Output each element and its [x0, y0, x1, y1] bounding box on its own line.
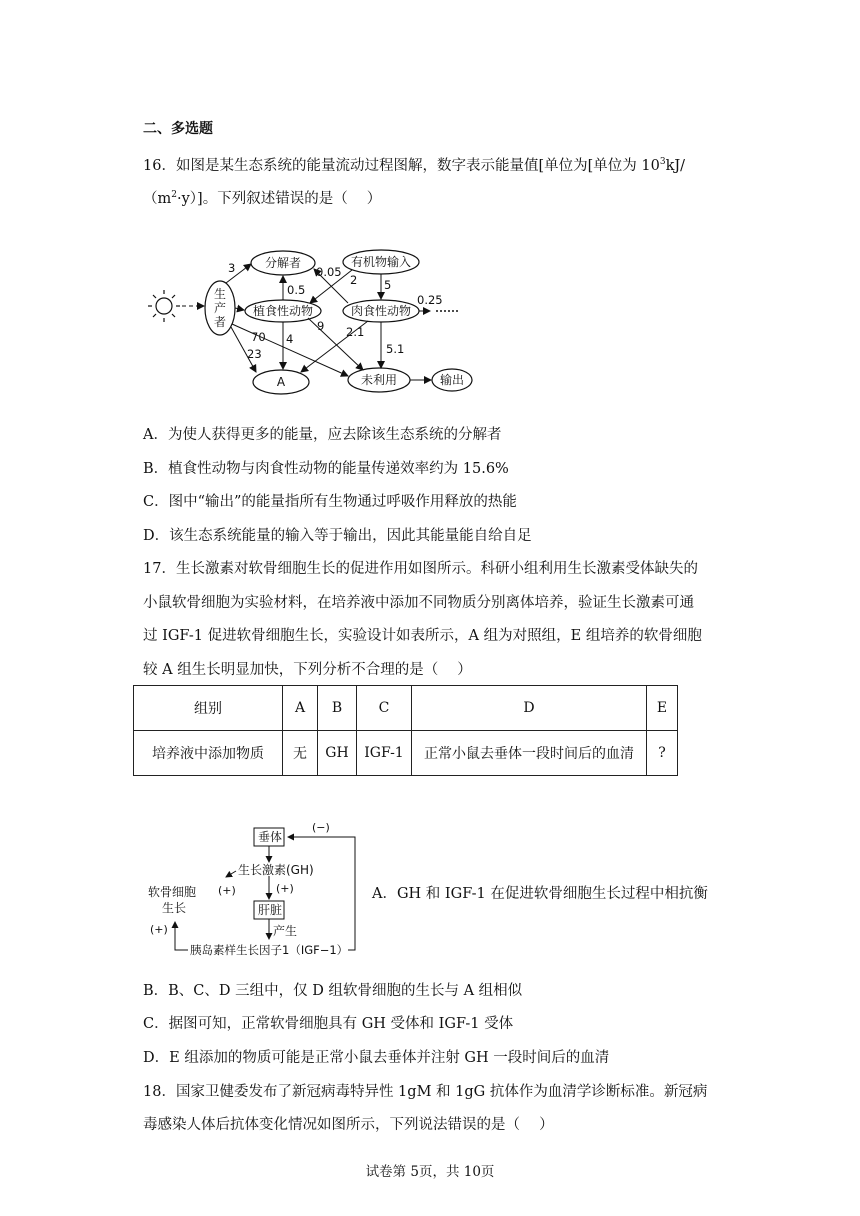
producer-label-char: 生	[213, 287, 227, 301]
value-label: 9	[317, 319, 325, 333]
producer-label-char: 产	[213, 301, 227, 315]
node-label-organic-input: 有机物输入	[350, 255, 412, 269]
minus-label: (−)	[312, 821, 330, 834]
table-cell: B	[318, 686, 357, 731]
gh-label: 生长激素(GH)	[238, 863, 314, 877]
table-row	[134, 731, 678, 776]
q17-option-c: C．据图可知，正常软骨细胞具有 GH 受体和 IGF-1 受体	[143, 1016, 514, 1032]
table-cell: ?	[647, 731, 678, 776]
page-footer: 试卷第 5页，共 10页	[365, 1164, 495, 1180]
q16-option-d: D．该生态系统能量的输入等于输出，因此其能量能自给自足	[143, 528, 532, 544]
q18-stem-line: 18．国家卫健委发布了新冠病毒特异性 1gM 和 1gG 抗体作为血清学诊断标准。新冠病	[143, 1084, 708, 1100]
q18-stem-line: 毒感染人体后抗体变化情况如图所示，下列说法错误的是（ ）	[143, 1117, 554, 1133]
node-label-unused: 未利用	[360, 373, 398, 387]
energy-flow-diagram	[138, 240, 478, 400]
value-label: 0.5	[287, 283, 306, 297]
q16-option-c: C．图中“输出”的能量指所有生物通过呼吸作用释放的热能	[143, 494, 517, 510]
q17-stem-line: 过 IGF-1 促进软骨细胞生长，实验设计如表所示，A 组为对照组，E 组培养的软骨细胞	[143, 628, 702, 644]
q17-stem-line: 17．生长激素对软骨细胞生长的促进作用如图所示。科研小组利用生长激素受体缺失的	[143, 561, 698, 577]
pituitary-label: 垂体	[258, 830, 283, 844]
node-label-a: A	[276, 375, 286, 389]
igf-label: 胰岛素样生长因子1（IGF−1）	[190, 943, 349, 957]
q16-stem-line2: $(m^2\cdot y)$]。下列叙述错误的是（ ）	[143, 190, 382, 207]
table-cell: E	[647, 686, 678, 731]
table-cell: C	[357, 686, 412, 731]
table-cell: 无	[283, 731, 318, 776]
value-label: 23	[247, 347, 262, 361]
q17-option-d: D．E 组添加的物质可能是正常小鼠去垂体并注射 GH 一段时间后的血清	[143, 1050, 610, 1066]
sun-icon	[148, 290, 180, 322]
table-cell: GH	[318, 731, 357, 776]
table-cell: 培养液中添加物质	[134, 731, 283, 776]
table-cell: D	[412, 686, 647, 731]
value-label: 2.1	[346, 325, 365, 339]
value-label: 5.1	[386, 342, 405, 356]
gh-regulation-diagram	[140, 818, 365, 963]
q17-table	[133, 685, 678, 776]
q17-option-b: B．B、C、D 三组中，仅 D 组软骨细胞的生长与 A 组相似	[143, 983, 523, 999]
q16-stem-line1: 16．如图是某生态系统的能量流动过程图解，数字表示能量值[单位为[单位为 $10^3kJ/$	[143, 157, 686, 174]
value-label: 70	[251, 330, 266, 344]
q17-option-a: A．GH 和 IGF-1 在促进软骨细胞生长过程中相抗衡	[372, 886, 708, 902]
cartilage-label-2: 生长	[162, 901, 187, 915]
value-label: 4	[286, 332, 294, 346]
produce-label: 产生	[273, 924, 298, 938]
table-cell: A	[283, 686, 318, 731]
section-title: 二、多选题	[143, 121, 213, 137]
q16-option-a: A．为使人获得更多的能量，应去除该生态系统的分解者	[143, 427, 502, 443]
plus-label: (+)	[150, 923, 168, 936]
plus-label: (+)	[218, 884, 236, 897]
node-label-output: 输出	[439, 373, 465, 387]
q17-stem-line: 较 A 组生长明显加快，下列分析不合理的是（ ）	[143, 662, 472, 678]
table-row	[134, 686, 678, 731]
table-cell: IGF-1	[357, 731, 412, 776]
table-cell: 正常小鼠去垂体一段时间后的血清	[412, 731, 647, 776]
producer-label-char: 者	[213, 315, 227, 329]
value-label: 3	[228, 261, 236, 275]
node-label-herbivore: 植食性动物	[252, 304, 314, 318]
node-label-producer	[214, 286, 226, 329]
q17-stem-line: 小鼠软骨细胞为实验材料，在培养液中添加不同物质分别离体培养，验证生长激素可通	[143, 595, 694, 611]
liver-label: 肝脏	[258, 903, 283, 917]
value-label: 0.05	[316, 265, 342, 279]
value-label: 5	[384, 278, 392, 292]
table-cell: 组别	[134, 686, 283, 731]
cartilage-label: 软骨细胞	[148, 885, 197, 899]
node-label-carnivore: 肉食性动物	[350, 304, 412, 318]
node-label-decomposer: 分解者	[264, 256, 302, 270]
plus-label: (+)	[276, 882, 294, 895]
value-label: 2	[350, 273, 358, 287]
value-label: 0.25	[417, 293, 443, 307]
q16-option-b: B．植食性动物与肉食性动物的能量传递效率约为 15.6%	[143, 461, 509, 477]
